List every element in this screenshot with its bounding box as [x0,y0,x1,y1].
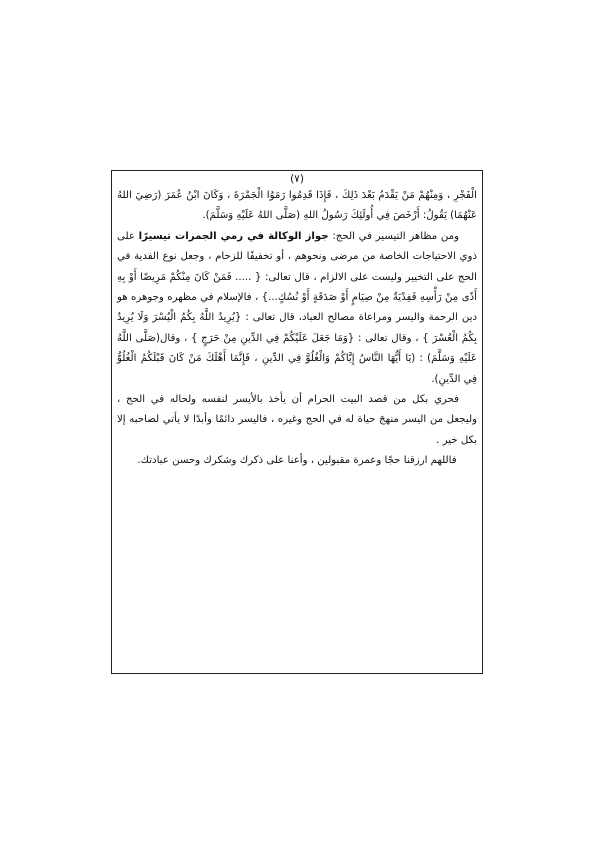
paragraph-proxy-body: على ذوي الاحتياجات الخاصة من مرضى ونحوهم ، أو تخفيفًا للزحام ، وجعل نوع الفدية في الحج على التخيير وليست على الالزام ، قال تعالى: { ..... فَمَنْ كَانَ مِنْكُمْ مَرِيضًا أَوْ بِهِ أَذًى مِنْ رَأْسِهِ فَفِدْيَةٌ مِنْ صِيَامٍ أَوْ صَدَقَةٍ أَوْ نُسُكٍ...} ، فالإسلام في مظهره وجوهره هو دين الرحمة واليسر ومراعاة مصالح العباد، قال تعالى : {يُرِيدُ اللَّهُ بِكُمُ الْيُسْرَ وَلَا يُرِيدُ بِكُمُ الْعُسْرَ } ، وقال تعالى : {وَمَا جَعَلَ عَلَيْكُمْ فِي الدِّينِ مِنْ حَرَجٍ } ، وقال(صَلَّى اللَّهُ عَلَيْهِ وَسَلَّمَ) : (يَا أَيُّهَا النَّاسُ إِيَّاكُمْ وَالْغُلُوَّ فِي الدِّينِ ، فَإِنَّمَا أَهْلَكَ مَنْ كَانَ قَبْلَكُمُ الْغُلُوُّ فِي الدِّينِ). [117,230,477,385]
page-number: (٧) [290,173,304,185]
paragraph-proxy-intro: ومن مظاهر التيسير في الحج: [328,230,459,242]
paragraph-proxy-stoning [117,227,477,390]
closing-supplication: فاللهم ارزقنا حجًا وعمرة مقبولين ، وأعنا على ذكرك وشكرك وحسن عبادتك. [137,455,457,467]
page-content [117,172,477,472]
paragraph-proxy-heading: جواز الوكالة في رمي الجمرات تيسيرًا [138,230,329,242]
paragraph-hadith-ibn-umar: الْفَجْرِ ، وَمِنْهُمْ مَنْ يَقْدَمُ بَعْدَ ذَلِكَ ، فَإِذَا قَدِمُوا رَمَوُا الْجَمْرَةَ ، وَكَانَ ابْنُ عُمَرَ (رَضِيَ اللهُ عَنْهُمَا) يَقُولُ: أَرْخَصَ فِي أُولَئِكَ رَسُولُ اللهِ (صَلَّى اللهُ عَلَيْهِ وَسَلَّمَ). [117,190,477,222]
paragraph-ease-advice: فحري بكل من قصد البيت الحرام أن يأخذ بالأيسر لنفسه ولحاله في الحج ، وليجعل من اليسر منهجَ حياة له في الحج وغيره ، فاليسر دائمًا وأبدًا لا يأتي لصاحبه إلا بكل خير . [117,394,477,446]
